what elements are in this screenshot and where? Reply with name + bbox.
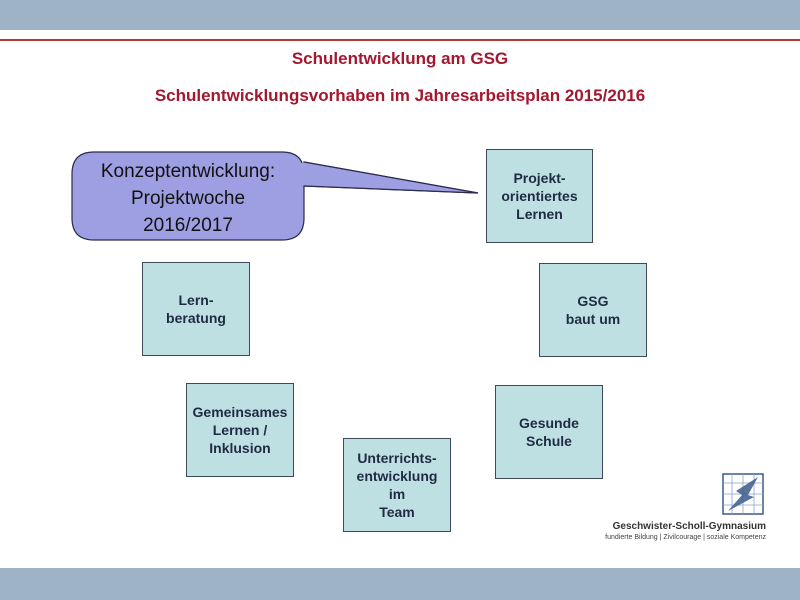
box-gesunde-schule: Gesunde Schule: [495, 385, 603, 479]
school-name: Geschwister-Scholl-Gymnasium: [612, 521, 766, 532]
bottom-bar: [0, 568, 800, 600]
box-gemeinsames-lernen: Gemeinsames Lernen / Inklusion: [186, 383, 294, 477]
box-lernberatung: Lern- beratung: [142, 262, 250, 356]
slide-title: Schulentwicklung am GSG: [291, 49, 509, 68]
box-projektorientiertes-lernen: Projekt- orientiertes Lernen: [486, 149, 593, 243]
school-logo-icon: [722, 473, 764, 515]
slide-subtitle: Schulentwicklungsvorhaben im Jahresarbeitsplan 2015/2016: [154, 86, 646, 105]
callout-text: Konzeptentwicklung: Projektwoche 2016/2017: [100, 160, 276, 236]
school-tagline: fundierte Bildung | Zivilcourage | soziale Kompetenz: [605, 534, 766, 541]
box-unterrichtsentwicklung: Unterrichts- entwicklung im Team: [343, 438, 451, 532]
school-logo: [598, 470, 778, 550]
box-gsg-baut-um: GSG baut um: [539, 263, 647, 357]
